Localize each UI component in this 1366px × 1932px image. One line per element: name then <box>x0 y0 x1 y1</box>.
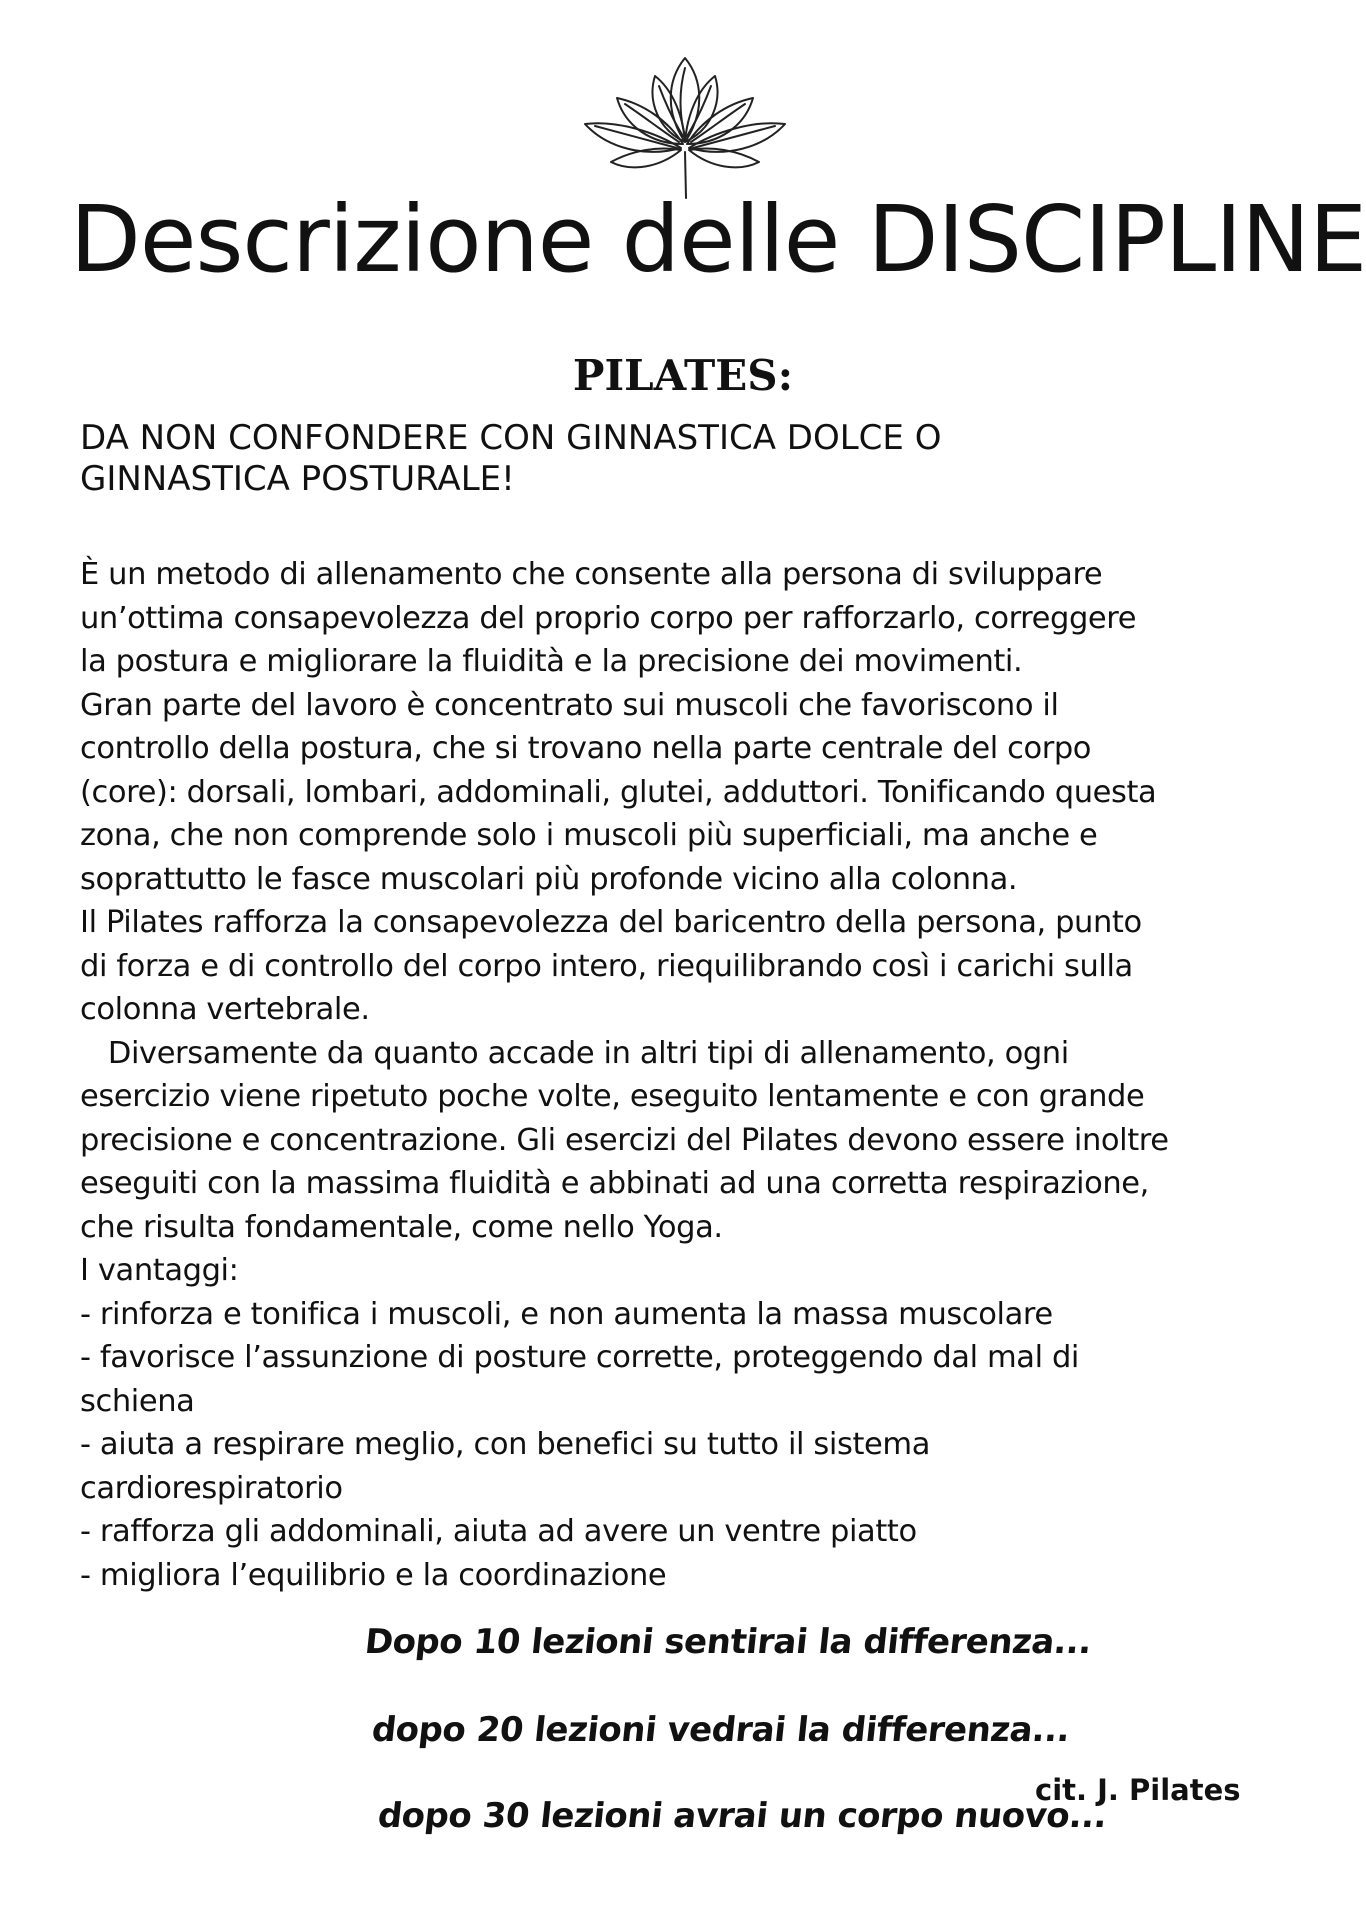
body-line: È un metodo di allenamento che consente alla persona di sviluppare <box>80 557 1103 592</box>
quote-line: dopo 20 lezioni vedrai la differenza... <box>369 1710 1072 1750</box>
list-item-continuation: schiena <box>80 1383 195 1419</box>
body-line: (core): dorsali, lombari, addominali, glutei, adduttori. Tonificando questa <box>80 774 1157 810</box>
list-item-continuation: cardiorespiratorio <box>80 1470 343 1506</box>
body-line: Diversamente da quanto accade in altri tipi di allenamento, ogni <box>80 1035 1069 1071</box>
body-line: soprattutto le fasce muscolari più profonde vicino alla colonna. <box>80 861 1018 897</box>
body-line: di forza e di controllo del corpo intero, riequilibrando così i carichi sulla <box>80 948 1133 984</box>
citation: cit. J. Pilates <box>1035 1773 1241 1807</box>
body-line: Il Pilates rafforza la consapevolezza del baricentro della persona, punto <box>80 905 1142 940</box>
list-item: - aiuta a respirare meglio, con benefici su tutto il sistema <box>80 1427 931 1462</box>
quote-line: dopo 30 lezioni avrai un corpo nuovo... <box>375 1796 1109 1836</box>
body-line: esercizio viene ripetuto poche volte, eseguito lentamente e con grande <box>80 1079 1145 1114</box>
warning-text: DA NON CONFONDERE CON GINNASTICA DOLCE O GINNASTICA POSTURALE! <box>80 418 942 499</box>
list-item: - migliora l’equilibrio e la coordinazione <box>80 1557 667 1593</box>
list-item: - rafforza gli addominali, aiuta ad avere un ventre piatto <box>80 1514 917 1549</box>
body-line: un’ottima consapevolezza del proprio corpo per rafforzarlo, correggere <box>80 600 1137 636</box>
body-line: la postura e migliorare la fluidità e la precisione dei movimenti. <box>80 644 1023 679</box>
body-paragraph <box>80 553 1310 1597</box>
page-title: Descrizione delle DISCIPLINE <box>70 186 1366 293</box>
body-line: Gran parte del lavoro è concentrato sui muscoli che favoriscono il <box>80 687 1059 723</box>
lotus-flower-icon <box>555 40 815 200</box>
body-line: precisione e concentrazione. Gli esercizi del Pilates devono essere inoltre <box>80 1122 1169 1158</box>
body-line: controllo della postura, che si trovano nella parte centrale del corpo <box>80 731 1092 766</box>
body-line: zona, che non comprende solo i muscoli più superficiali, ma anche e <box>80 818 1098 853</box>
body-line: eseguiti con la massima fluidità e abbinati ad una corretta respirazione, <box>80 1166 1149 1201</box>
body-line: colonna vertebrale. <box>80 992 370 1027</box>
body-line: che risulta fondamentale, come nello Yoga. <box>80 1209 723 1245</box>
list-heading: I vantaggi: <box>80 1253 239 1288</box>
section-heading: PILATES: <box>572 351 794 400</box>
list-item: - rinforza e tonifica i muscoli, e non aumenta la massa muscolare <box>80 1296 1053 1332</box>
quote-line: Dopo 10 lezioni sentirai la differenza... <box>362 1622 1094 1662</box>
list-item: - favorisce l’assunzione di posture corrette, proteggendo dal mal di <box>80 1340 1079 1375</box>
